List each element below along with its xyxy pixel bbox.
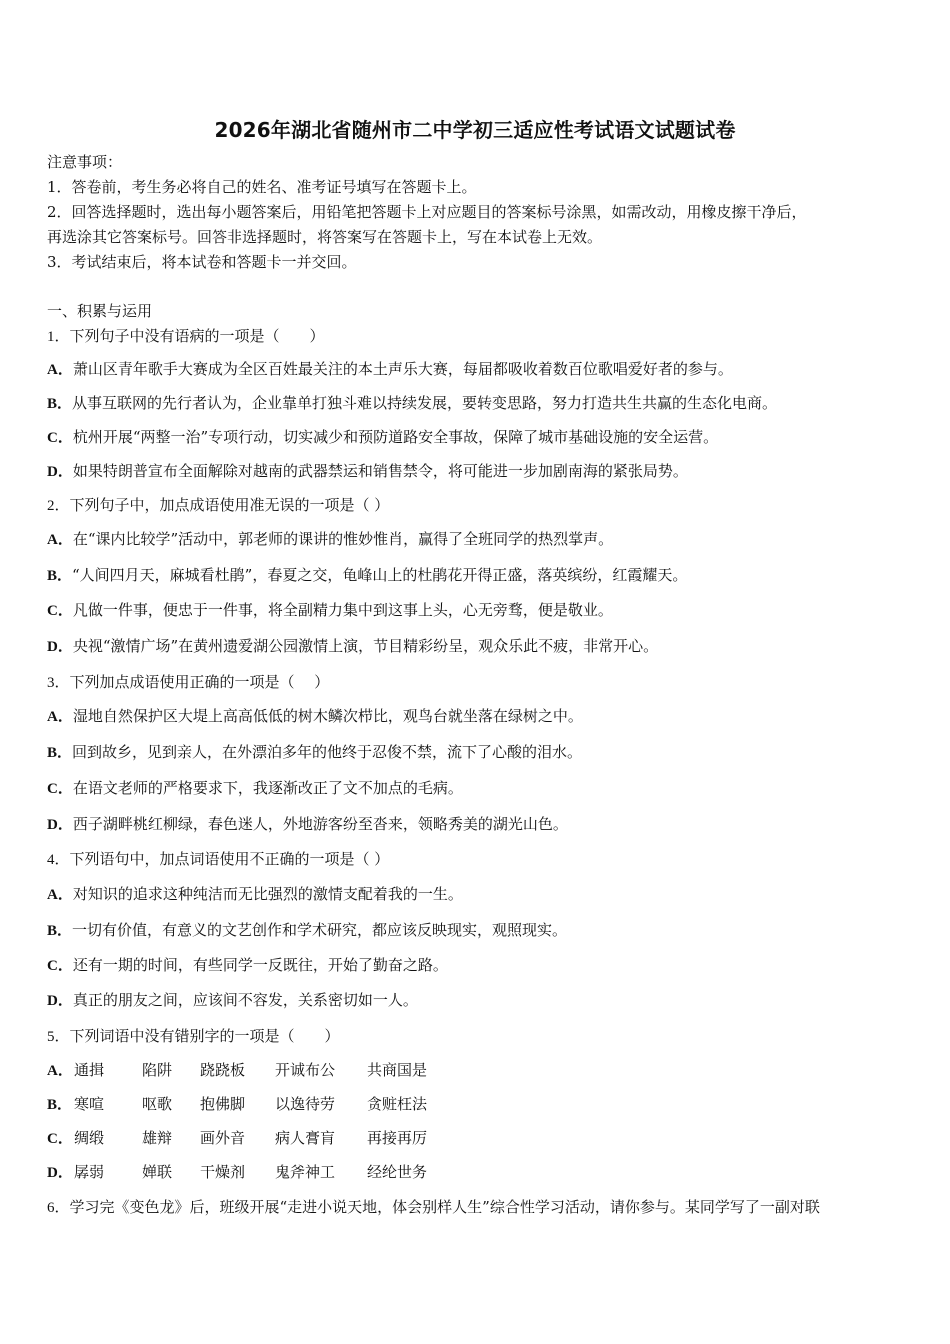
page-title: 2026年湖北省随州市二中学初三适应性考试语文试题试卷	[214, 118, 736, 142]
question-number: 6．	[47, 1200, 70, 1216]
option-letter: D．	[47, 464, 73, 480]
option-letter: B．	[47, 745, 73, 761]
option-text: 西子湖畔桃红柳绿，春色迷人，外地游客纷至沓来，领略秀美的湖光山色。	[72, 815, 568, 833]
option-text: 在语文老师的严格要求下，我逐渐改正了文不加点的毛病。	[72, 779, 463, 797]
question-text: 下列语句中，加点词语使用不正确的一项是（ ）	[69, 850, 390, 868]
option-text: 凡做一件事，便忠于一件事，将全副精力集中到这事上头，心无旁骛，便是敬业。	[72, 601, 613, 619]
question-text: 学习完《变色龙》后，班级开展“走进小说天地，体会别样人生”综合性学习活动，请你参与。某同学写了一副对联	[69, 1198, 820, 1216]
question-number: 5．	[47, 1029, 70, 1045]
notice-item: 2．回答选择题时，选出每小题答案后，用铅笔把答题卡上对应题目的答案标号涂黑，如需改动，用橡皮擦干净后，	[47, 203, 807, 221]
option-letter: B．	[47, 568, 73, 584]
word: 再接再厉	[367, 1129, 428, 1147]
question-stem	[47, 1026, 340, 1047]
option-text: 央视“激情广场”在黄州遗爱湖公园激情上演，节目精彩纷呈，观众乐此不疲，非常开心。	[72, 637, 659, 655]
notice-item: 3．考试结束后，将本试卷和答题卡一并交回。	[47, 253, 357, 271]
option-letter: A．	[47, 887, 73, 903]
option-row	[47, 955, 448, 976]
word: 共商国是	[367, 1061, 428, 1079]
option-row	[47, 778, 463, 799]
word: 贪赃枉法	[367, 1095, 428, 1113]
option-row	[47, 359, 733, 380]
option-row	[47, 920, 567, 941]
question-stem	[47, 849, 389, 870]
option-letter: D．	[47, 817, 73, 833]
option-letter: D．	[47, 639, 73, 655]
question-text: 下列词语中没有错别字的一项是（ ）	[69, 1027, 340, 1045]
word: 跷跷板	[200, 1061, 246, 1079]
word: 经纶世务	[367, 1163, 428, 1181]
word: 鬼斧神工	[275, 1163, 336, 1181]
option-letter: A．	[47, 1063, 73, 1079]
question-stem	[47, 326, 325, 347]
option-text: 对知识的追求这种纯洁而无比强烈的激情支配着我的一生。	[72, 885, 463, 903]
option-text: 杭州开展“两整一治”专项行动，切实减少和预防道路安全事故，保障了城市基础设施的安全运营。	[72, 428, 719, 446]
option-letter: C．	[47, 958, 73, 974]
option-row	[47, 600, 613, 621]
option-text: “人间四月天，麻城看杜鹃”，春夏之交，龟峰山上的杜鹃花开得正盛，落英缤纷，红霞耀天。	[72, 566, 688, 584]
word-option-row	[47, 1060, 427, 1081]
option-letter: D．	[47, 993, 73, 1009]
option-letter: C．	[47, 781, 73, 797]
option-row	[47, 742, 582, 763]
word: 通揖	[74, 1061, 105, 1079]
word: 抱佛脚	[200, 1095, 246, 1113]
notice-heading: 注意事项：	[47, 153, 123, 171]
notice-item: 再选涂其它答案标号。回答非选择题时，将答案写在答题卡上，写在本试卷上无效。	[47, 228, 603, 246]
notice-item: 1．答卷前，考生务必将自己的姓名、准考证号填写在答题卡上。	[47, 178, 477, 196]
option-text: 如果特朗普宣布全面解除对越南的武器禁运和销售禁令，将可能进一步加剧南海的紧张局势。	[72, 462, 688, 480]
option-letter: A．	[47, 709, 73, 725]
question-text: 下列加点成语使用正确的一项是（ ）	[69, 673, 330, 691]
question-text: 下列句子中没有语病的一项是（ ）	[69, 327, 325, 345]
question-number: 4．	[47, 852, 70, 868]
question-number: 3．	[47, 675, 70, 691]
option-row	[47, 884, 463, 905]
option-row	[47, 461, 688, 482]
option-letter: C．	[47, 430, 73, 446]
option-text: 回到故乡，见到亲人，在外漂泊多年的他终于忍俊不禁，流下了心酸的泪水。	[72, 743, 583, 761]
option-letter: D．	[47, 1165, 73, 1181]
question-stem	[47, 1197, 820, 1218]
option-text: 湿地自然保护区大堤上高高低低的树木鳞次栉比，观鸟台就坐落在绿树之中。	[72, 707, 583, 725]
word: 病人膏肓	[275, 1129, 336, 1147]
option-letter: C．	[47, 603, 73, 619]
option-row	[47, 706, 583, 727]
word-option-row	[47, 1094, 427, 1115]
section-heading: 一、积累与运用	[47, 302, 153, 320]
question-number: 1．	[47, 329, 70, 345]
option-letter: A．	[47, 362, 73, 378]
option-letter: C．	[47, 1131, 73, 1147]
option-row	[47, 427, 718, 448]
option-row	[47, 393, 777, 414]
question-stem	[47, 672, 329, 693]
word-option-row	[47, 1128, 427, 1149]
option-row	[47, 990, 418, 1011]
word-option-row	[47, 1162, 427, 1183]
option-letter: B．	[47, 923, 73, 939]
word: 孱弱	[74, 1163, 105, 1181]
word: 开诚布公	[275, 1061, 336, 1079]
word: 寒喧	[74, 1095, 105, 1113]
option-letter: B．	[47, 1097, 73, 1113]
word: 干燥剂	[200, 1163, 246, 1181]
word: 画外音	[200, 1129, 246, 1147]
option-row	[47, 565, 687, 586]
question-number: 2．	[47, 498, 70, 514]
word: 陷阱	[142, 1061, 173, 1079]
option-text: 真正的朋友之间，应该间不容发，关系密切如一人。	[72, 991, 418, 1009]
option-text: 在“课内比较学”活动中，郭老师的课讲的惟妙惟肖，赢得了全班同学的热烈掌声。	[72, 530, 614, 548]
question-stem	[47, 495, 389, 516]
word: 绸缎	[74, 1129, 105, 1147]
option-row	[47, 529, 613, 550]
word: 以逸待劳	[275, 1095, 336, 1113]
word: 呕歌	[142, 1095, 173, 1113]
option-text: 还有一期的时间，有些同学一反既往，开始了勤奋之路。	[72, 956, 448, 974]
option-letter: B．	[47, 396, 73, 412]
word: 婵联	[142, 1163, 173, 1181]
question-text: 下列句子中，加点成语使用准无误的一项是（ ）	[69, 496, 390, 514]
option-letter: A．	[47, 532, 73, 548]
option-text: 萧山区青年歌手大赛成为全区百姓最关注的本土声乐大赛，每届都吸收着数百位歌唱爱好者的参与。	[72, 360, 733, 378]
word: 雄辩	[142, 1129, 173, 1147]
option-row	[47, 636, 658, 657]
option-row	[47, 814, 568, 835]
option-text: 一切有价值，有意义的文艺创作和学术研究，都应该反映现实，观照现实。	[72, 921, 568, 939]
option-text: 从事互联网的先行者认为，企业靠单打独斗难以持续发展，要转变思路，努力打造共生共赢的生态化电商。	[72, 394, 778, 412]
